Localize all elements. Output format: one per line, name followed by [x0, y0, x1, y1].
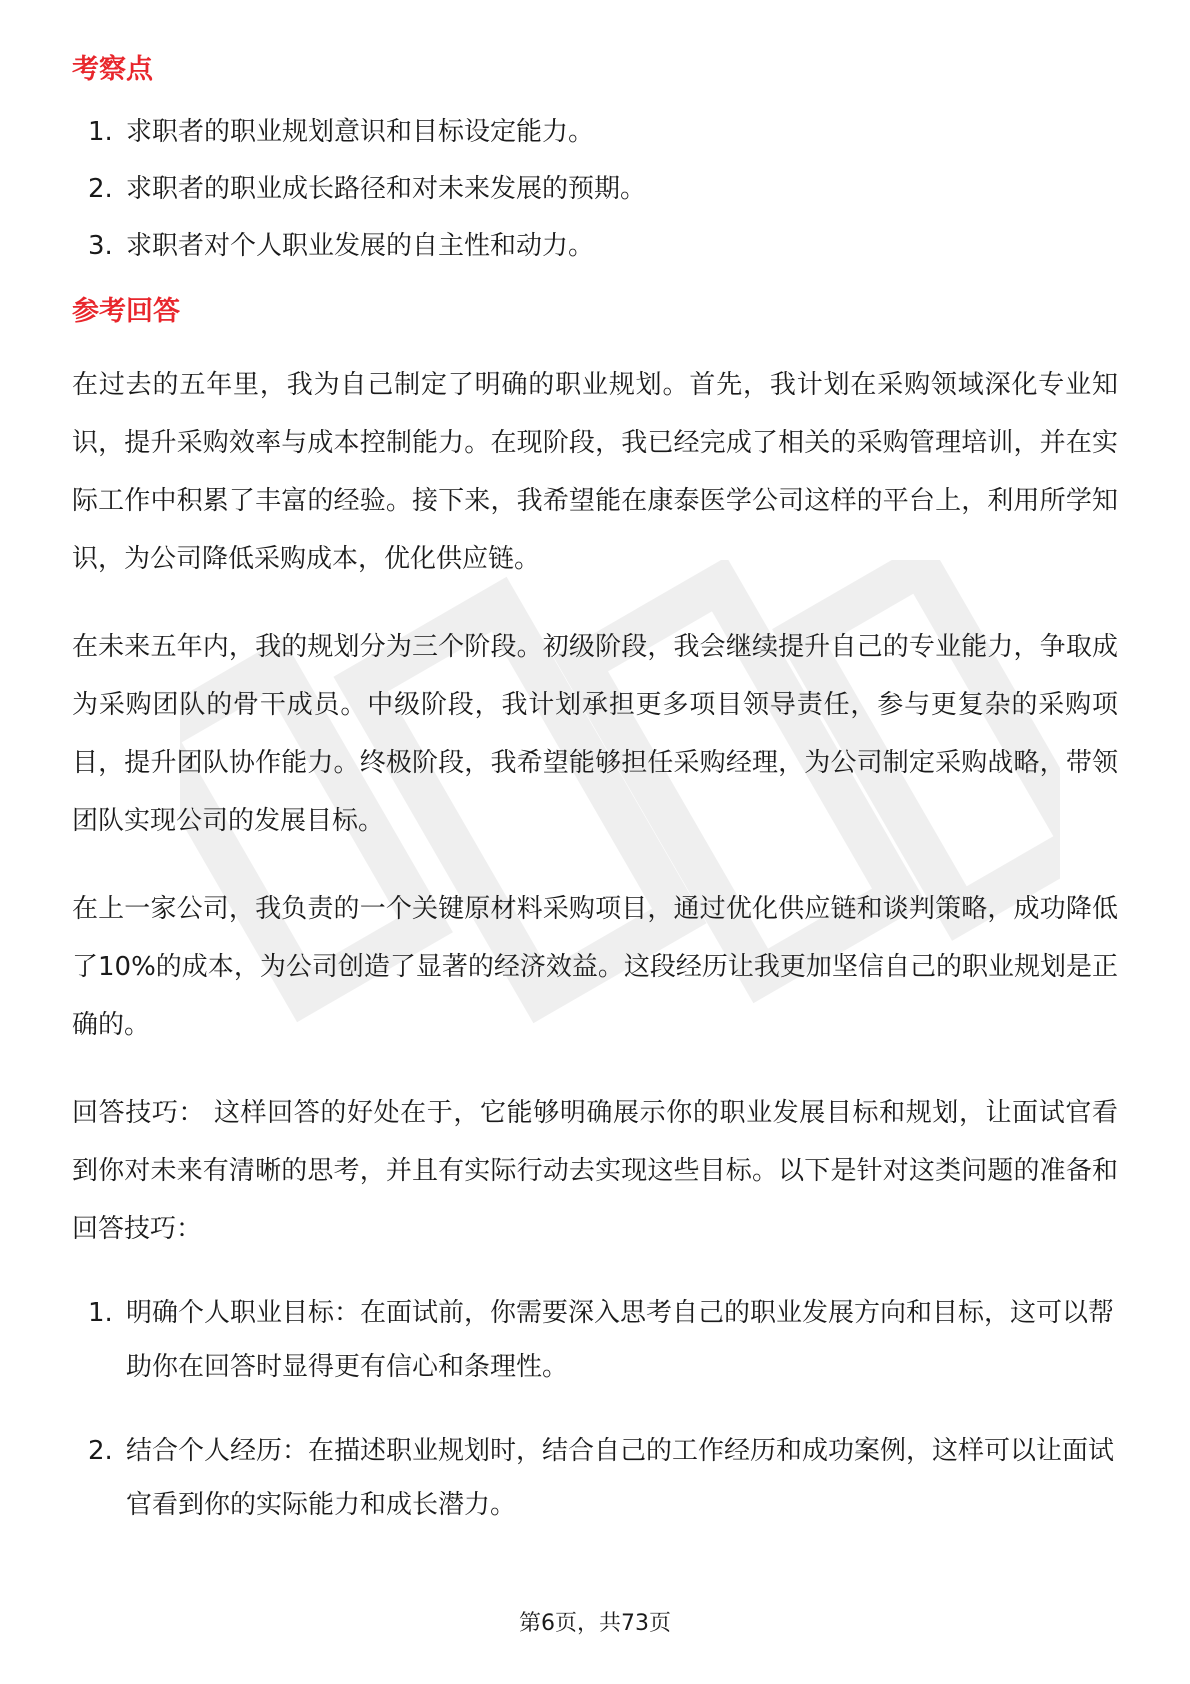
list-text: 明确个人职业目标：在面试前，你需要深入思考自己的职业发展方向和目标，这可以帮助你在回答时显得更有信心和条理性。 [126, 1298, 1115, 1382]
list-number: 2. [88, 174, 113, 204]
answer-paragraph: 在未来五年内，我的规划分为三个阶段。初级阶段，我会继续提升自己的专业能力，争取成为采购团队的骨干成员。中级阶段，我计划承担更多项目领导责任，参与更复杂的采购项目，提升团队协作能力。终极阶段，我希望能够担任采购经理，为公司制定采购战略，带领团队实现公司的发展目标。 [72, 632, 1118, 836]
tips-list [72, 1286, 1118, 1532]
answer-heading: 参考回答 [72, 296, 180, 327]
tips-intro-paragraph: 回答技巧： 这样回答的好处在于，它能够明确展示你的职业发展目标和规划，让面试官看到你对未来有清晰的思考，并且有实际行动去实现这些目标。以下是针对这类问题的准备和回答技巧： [72, 1098, 1118, 1244]
points-heading: 考察点 [72, 54, 153, 85]
list-item [72, 1286, 1118, 1394]
list-item [72, 112, 1118, 152]
answer-paragraph: 在过去的五年里，我为自己制定了明确的职业规划。首先，我计划在采购领域深化专业知识，提升采购效率与成本控制能力。在现阶段，我已经完成了相关的采购管理培训，并在实际工作中积累了丰富的经验。接下来，我希望能在康泰医学公司这样的平台上，利用所学知识，为公司降低采购成本，优化供应链。 [72, 370, 1118, 574]
list-number: 1. [88, 1298, 113, 1328]
points-list [72, 112, 1118, 266]
document-page [72, 46, 1118, 1562]
list-number: 3. [88, 231, 113, 261]
list-item [72, 226, 1118, 266]
list-text: 求职者的职业成长路径和对未来发展的预期。 [126, 174, 647, 204]
list-text: 求职者的职业规划意识和目标设定能力。 [126, 117, 595, 147]
list-text: 求职者对个人职业发展的自主性和动力。 [126, 231, 595, 261]
list-number: 2. [88, 1436, 113, 1466]
list-item [72, 1424, 1118, 1532]
answer-paragraph: 在上一家公司，我负责的一个关键原材料采购项目，通过优化供应链和谈判策略，成功降低了10%的成本，为公司创造了显著的经济效益。这段经历让我更加坚信自己的职业规划是正确的。 [72, 894, 1118, 1040]
list-item [72, 169, 1118, 209]
list-number: 1. [88, 117, 113, 147]
list-text: 结合个人经历：在描述职业规划时，结合自己的工作经历和成功案例，这样可以让面试官看到你的实际能力和成长潜力。 [126, 1436, 1115, 1520]
page-footer: 第6页，共73页 [519, 1611, 671, 1636]
